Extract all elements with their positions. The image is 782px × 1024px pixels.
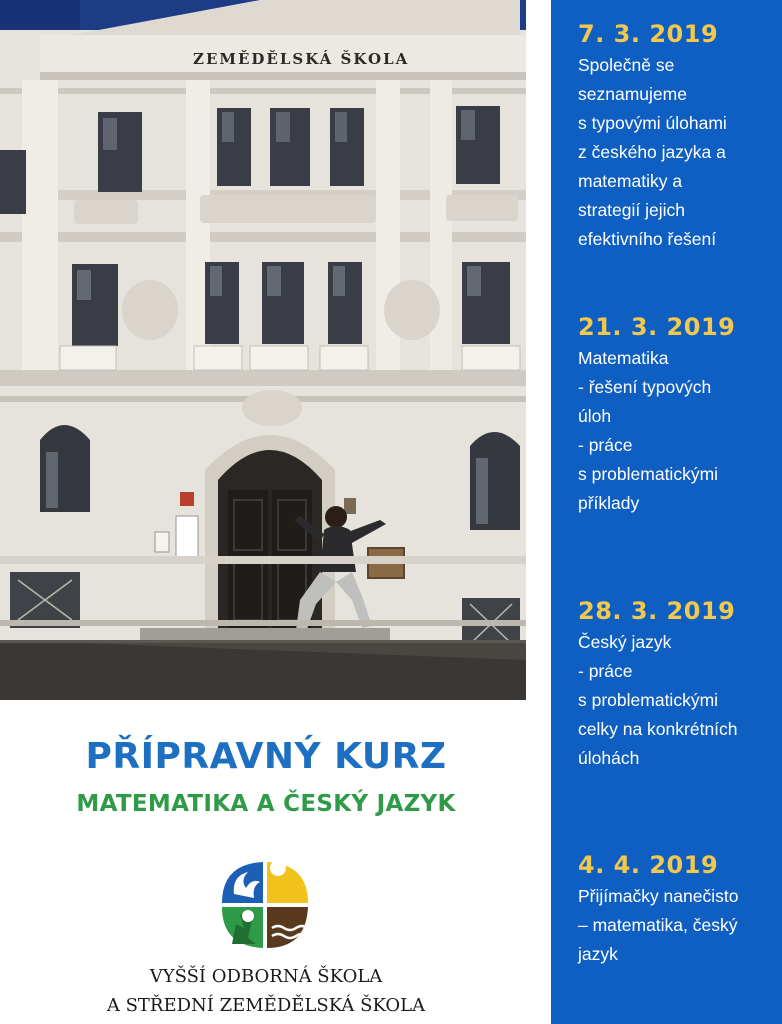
course-title: PŘÍPRAVNÝ KURZ	[85, 736, 447, 777]
schedule-description: Společně se seznamujeme s typovými úlohami z českého jazyka a matematiky a strategií jejich efektivního řešení	[578, 55, 727, 249]
schedule-date: 7. 3. 2019	[578, 20, 719, 48]
school-name-line-1: VYŠŠÍ ODBORNÁ ŠKOLA	[149, 966, 383, 987]
schedule-item	[578, 851, 774, 969]
schedule-date: 28. 3. 2019	[578, 597, 736, 625]
schedule-item	[578, 313, 774, 518]
school-name	[0, 962, 532, 1020]
building-sign: ZEMĚDĚLSKÁ ŠKOLA	[193, 50, 410, 68]
schedule-description: Matematika - řešení typových úloh - práce s problematickými příklady	[578, 348, 719, 513]
school-name-line-2: A STŘEDNÍ ZEMĚDĚLSKÁ ŠKOLA	[106, 995, 426, 1016]
schedule-item	[578, 20, 774, 254]
building-illustration	[0, 0, 526, 700]
schedule-panel	[551, 0, 782, 1024]
course-subtitle: MATEMATIKA A ČESKÝ JAZYK	[76, 791, 456, 817]
schedule-date: 21. 3. 2019	[578, 313, 736, 341]
school-logo-icon	[218, 858, 312, 952]
building-photo	[0, 0, 526, 700]
schedule-description: Český jazyk - práce s problematickými celky na konkrétních úlohách	[578, 632, 738, 768]
schedule-description: Přijímačky nanečisto – matematika, český jazyk	[578, 886, 739, 964]
schedule-item	[578, 597, 774, 773]
school-logo	[218, 858, 312, 952]
schedule-date: 4. 4. 2019	[578, 851, 719, 879]
